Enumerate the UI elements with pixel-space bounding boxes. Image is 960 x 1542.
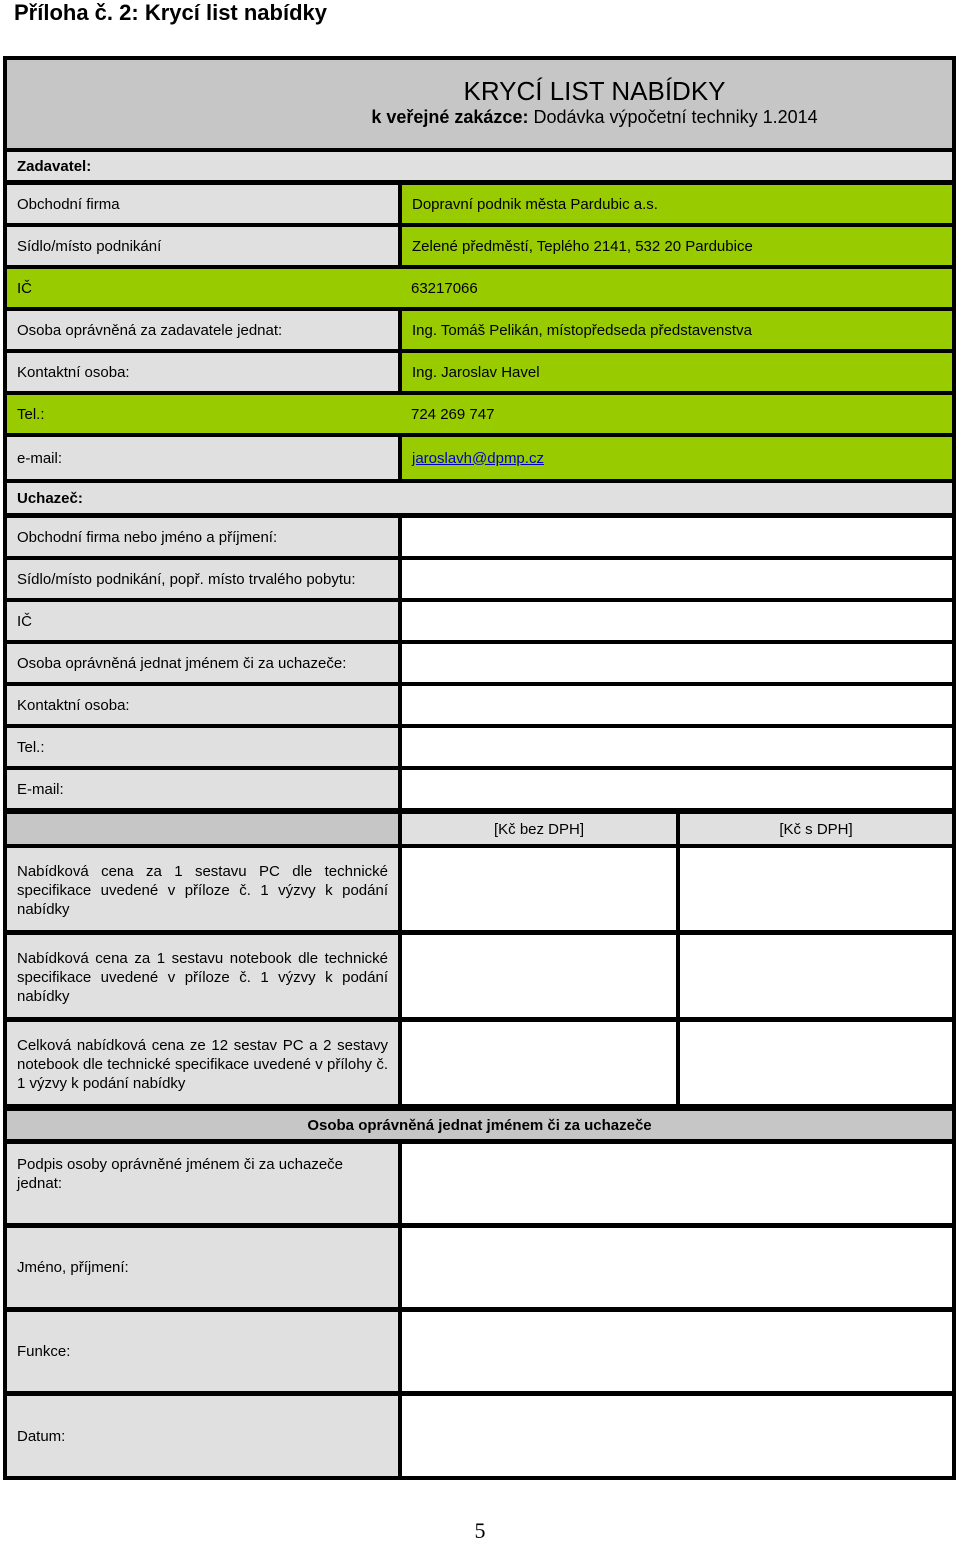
subtitle-value: Dodávka výpočetní techniky 1.2014 [533,107,818,127]
price-notebook-with-vat[interactable] [679,934,953,1018]
uchazec-field-firm[interactable] [401,517,953,557]
price-header-with-vat: [Kč s DPH] [679,813,953,845]
uchazec-field-contact[interactable] [401,685,953,725]
price-header-blank [6,813,399,845]
signature-field-function[interactable] [401,1311,953,1392]
zadavatel-email-link[interactable]: jaroslavh@dpmp.cz [412,449,544,467]
uchazec-field-email[interactable] [401,769,953,809]
signature-label-name: Jméno, příjmení: [6,1227,399,1308]
signature-field-name[interactable] [401,1227,953,1308]
price-pc-without-vat[interactable] [401,847,677,931]
zadavatel-value-phone: 724 269 747 [399,394,953,434]
page-number: 5 [474,1518,486,1542]
uchazec-field-ico[interactable] [401,601,953,641]
zadavatel-value-email [401,436,953,480]
signature-label-date: Datum: [6,1395,399,1477]
price-header-without-vat: [Kč bez DPH] [401,813,677,845]
form-title: KRYCÍ LIST NABÍDKY [463,76,726,106]
uchazec-label-firm: Obchodní firma nebo jméno a příjmení: [6,517,399,557]
zadavatel-value-seat: Zelené předměstí, Teplého 2141, 532 20 Pardubice [401,226,953,266]
uchazec-section-header: Uchazeč: [6,482,953,514]
zadavatel-label-ico: IČ [6,268,399,308]
price-label-total: Celková nabídková cena ze 12 sestav PC a 2 sestavy notebook dle technické specifikace uvedené v přílohy č. 1 výzvy k podání nabídky [6,1021,399,1105]
zadavatel-label-email: e-mail: [6,436,399,480]
uchazec-label-phone: Tel.: [6,727,399,767]
zadavatel-value-authorized: Ing. Tomáš Pelikán, místopředseda představenstva [401,310,953,350]
form-subtitle [237,106,952,128]
zadavatel-label-firm: Obchodní firma [6,184,399,224]
uchazec-label-authorized: Osoba oprávněná jednat jménem či za uchazeče: [6,643,399,683]
uchazec-label-email: E-mail: [6,769,399,809]
price-total-without-vat[interactable] [401,1021,677,1105]
uchazec-field-phone[interactable] [401,727,953,767]
page-heading: Příloha č. 2: Krycí list nabídky [14,0,327,25]
price-label-pc: Nabídková cena za 1 sestavu PC dle technické specifikace uvedené v příloze č. 1 výzvy k podání nabídky [6,847,399,931]
price-notebook-without-vat[interactable] [401,934,677,1018]
zadavatel-value-contact: Ing. Jaroslav Havel [401,352,953,392]
price-total-with-vat[interactable] [679,1021,953,1105]
subtitle-prefix: k veřejné zakázce: [371,107,529,127]
uchazec-field-seat[interactable] [401,559,953,599]
zadavatel-value-firm: Dopravní podnik města Pardubic a.s. [401,184,953,224]
zadavatel-value-ico: 63217066 [399,268,953,308]
signature-label-sign: Podpis osoby oprávněné jménem či za uchazeče jednat: [6,1143,399,1224]
cover-sheet-form [3,56,956,1480]
price-pc-with-vat[interactable] [679,847,953,931]
zadavatel-label-phone: Tel.: [6,394,399,434]
price-label-notebook: Nabídková cena za 1 sestavu notebook dle technické specifikace uvedené v příloze č. 1 výzvy k podání nabídky [6,934,399,1018]
signature-field-sign[interactable] [401,1143,953,1224]
signature-section-header: Osoba oprávněná jednat jménem či za uchazeče [6,1110,953,1140]
zadavatel-label-seat: Sídlo/místo podnikání [6,226,399,266]
zadavatel-section-header: Zadavatel: [6,151,953,181]
signature-field-date[interactable] [401,1395,953,1477]
uchazec-label-ico: IČ [6,601,399,641]
uchazec-label-contact: Kontaktní osoba: [6,685,399,725]
zadavatel-label-contact: Kontaktní osoba: [6,352,399,392]
uchazec-field-authorized[interactable] [401,643,953,683]
uchazec-label-seat: Sídlo/místo podnikání, popř. místo trvalého pobytu: [6,559,399,599]
zadavatel-label-authorized: Osoba oprávněná za zadavatele jednat: [6,310,399,350]
signature-label-function: Funkce: [6,1311,399,1392]
form-title-block [6,59,953,149]
